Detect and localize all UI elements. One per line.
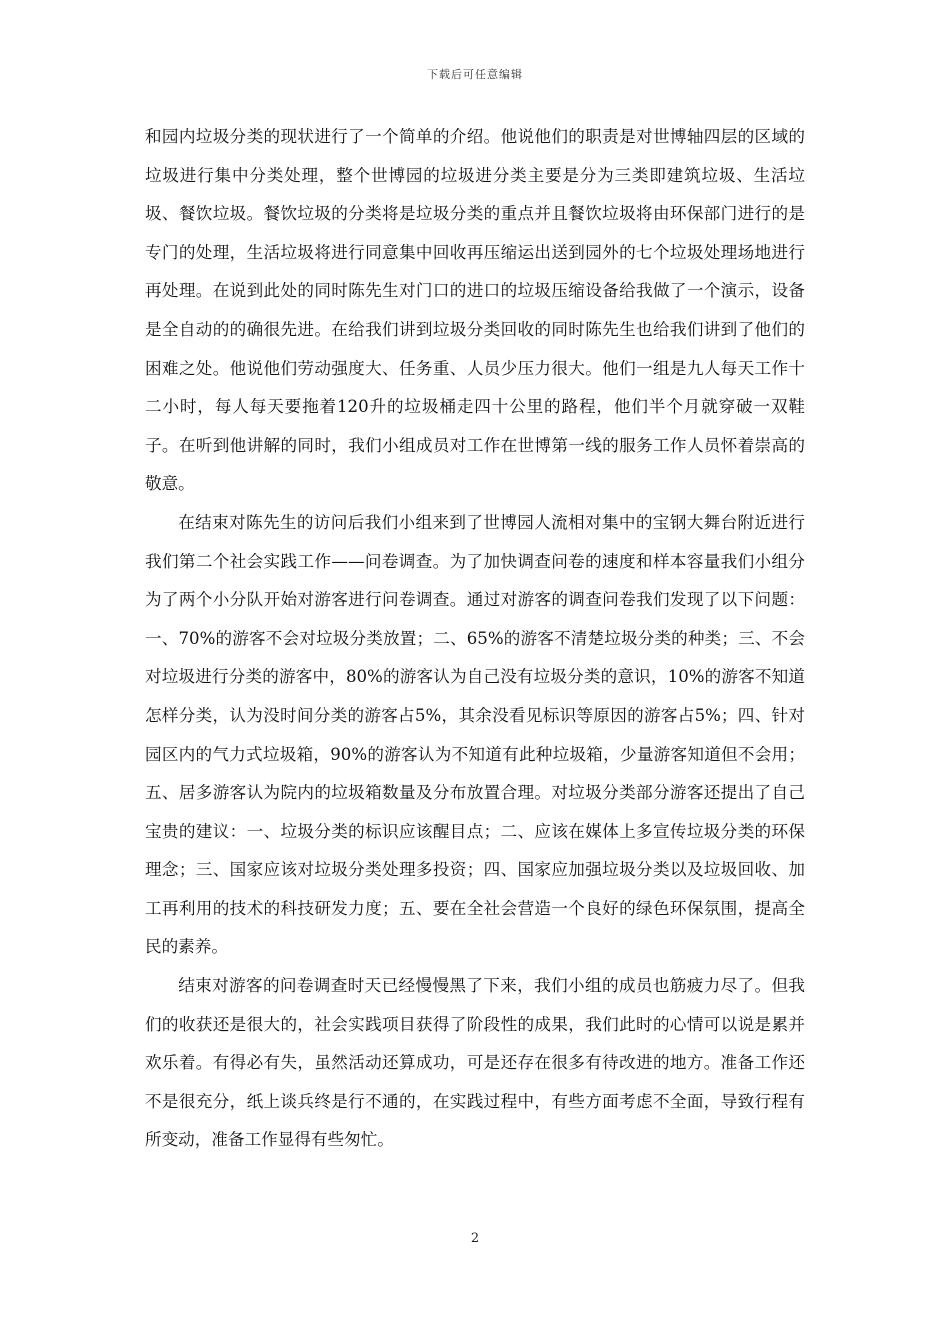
- document-body: [145, 118, 805, 1160]
- page-number: 2: [470, 1231, 480, 1246]
- paragraph-survey: 在结束对陈先生的访问后我们小组来到了世博园人流相对集中的宝钢大舞台附近进行我们第二个社会实践工作——问卷调查。为了加快调查问卷的速度和样本容量我们小组分为了两个小分队开始对游客进行问卷调查。通过对游客的调查问卷我们发现了以下问题：一、70%的游客不会对垃圾分类放置；二、65%的游客不清楚垃圾分类的种类；三、不会对垃圾进行分类的游客中，80%的游客认为自己没有垃圾分类的意识，10%的游客不知道怎样分类，认为没时间分类的游客占5%，其余没看见标识等原因的游客占5%；四、针对园区内的气力式垃圾箱，90%的游客认为不知道有此种垃圾箱，少量游客知道但不会用；五、居多游客认为院内的垃圾箱数量及分布放置合理。对垃圾分类部分游客还提出了自己宝贵的建议：一、垃圾分类的标识应该醒目点；二、应该在媒体上多宣传垃圾分类的环保理念；三、国家应该对垃圾分类处理多投资；四、国家应加强垃圾分类以及垃圾回收、加工再利用的技术的科技研发力度；五、要在全社会营造一个良好的绿色环保氛围，提高全民的素养。: [145, 512, 805, 957]
- paragraph-conclusion: 结束对游客的问卷调查时天已经慢慢黑了下来，我们小组的成员也筋疲力尽了。但我们的收获还是很大的，社会实践项目获得了阶段性的成果，我们此时的心情可以说是累并欢乐着。有得必有失，虽然活动还算成功，可是还存在很多有待改进的地方。准备工作还不是很充分，纸上谈兵终是行不通的，在实践过程中，有些方面考虑不全面，导致行程有所变动，准备工作显得有些匆忙。: [145, 976, 805, 1150]
- paragraph-continuation: 和园内垃圾分类的现状进行了一个简单的介绍。他说他们的职责是对世博轴四层的区域的垃圾进行集中分类处理，整个世博园的垃圾进分类主要是分为三类即建筑垃圾、生活垃圾、餐饮垃圾。餐饮垃圾的分类将是垃圾分类的重点并且餐饮垃圾将由环保部门进行的是专门的处理，生活垃圾将进行同意集中回收再压缩运出送到园外的七个垃圾处理场地进行再处理。在说到此处的同时陈先生对门口的进口的垃圾压缩设备给我做了一个演示，设备是全自动的的确很先进。在给我们讲到垃圾分类回收的同时陈先生也给我们讲到了他们的困难之处。他说他们劳动强度大、任务重、人员少压力很大。他们一组是九人每天工作十二小时，每人每天要拖着120升的垃圾桶走四十公里的路程，他们半个月就穿破一双鞋子。在听到他讲解的同时，我们小组成员对工作在世博第一线的服务工作人员怀着崇高的敬意。: [145, 127, 805, 494]
- page-header: 下载后可任意编辑: [427, 68, 523, 81]
